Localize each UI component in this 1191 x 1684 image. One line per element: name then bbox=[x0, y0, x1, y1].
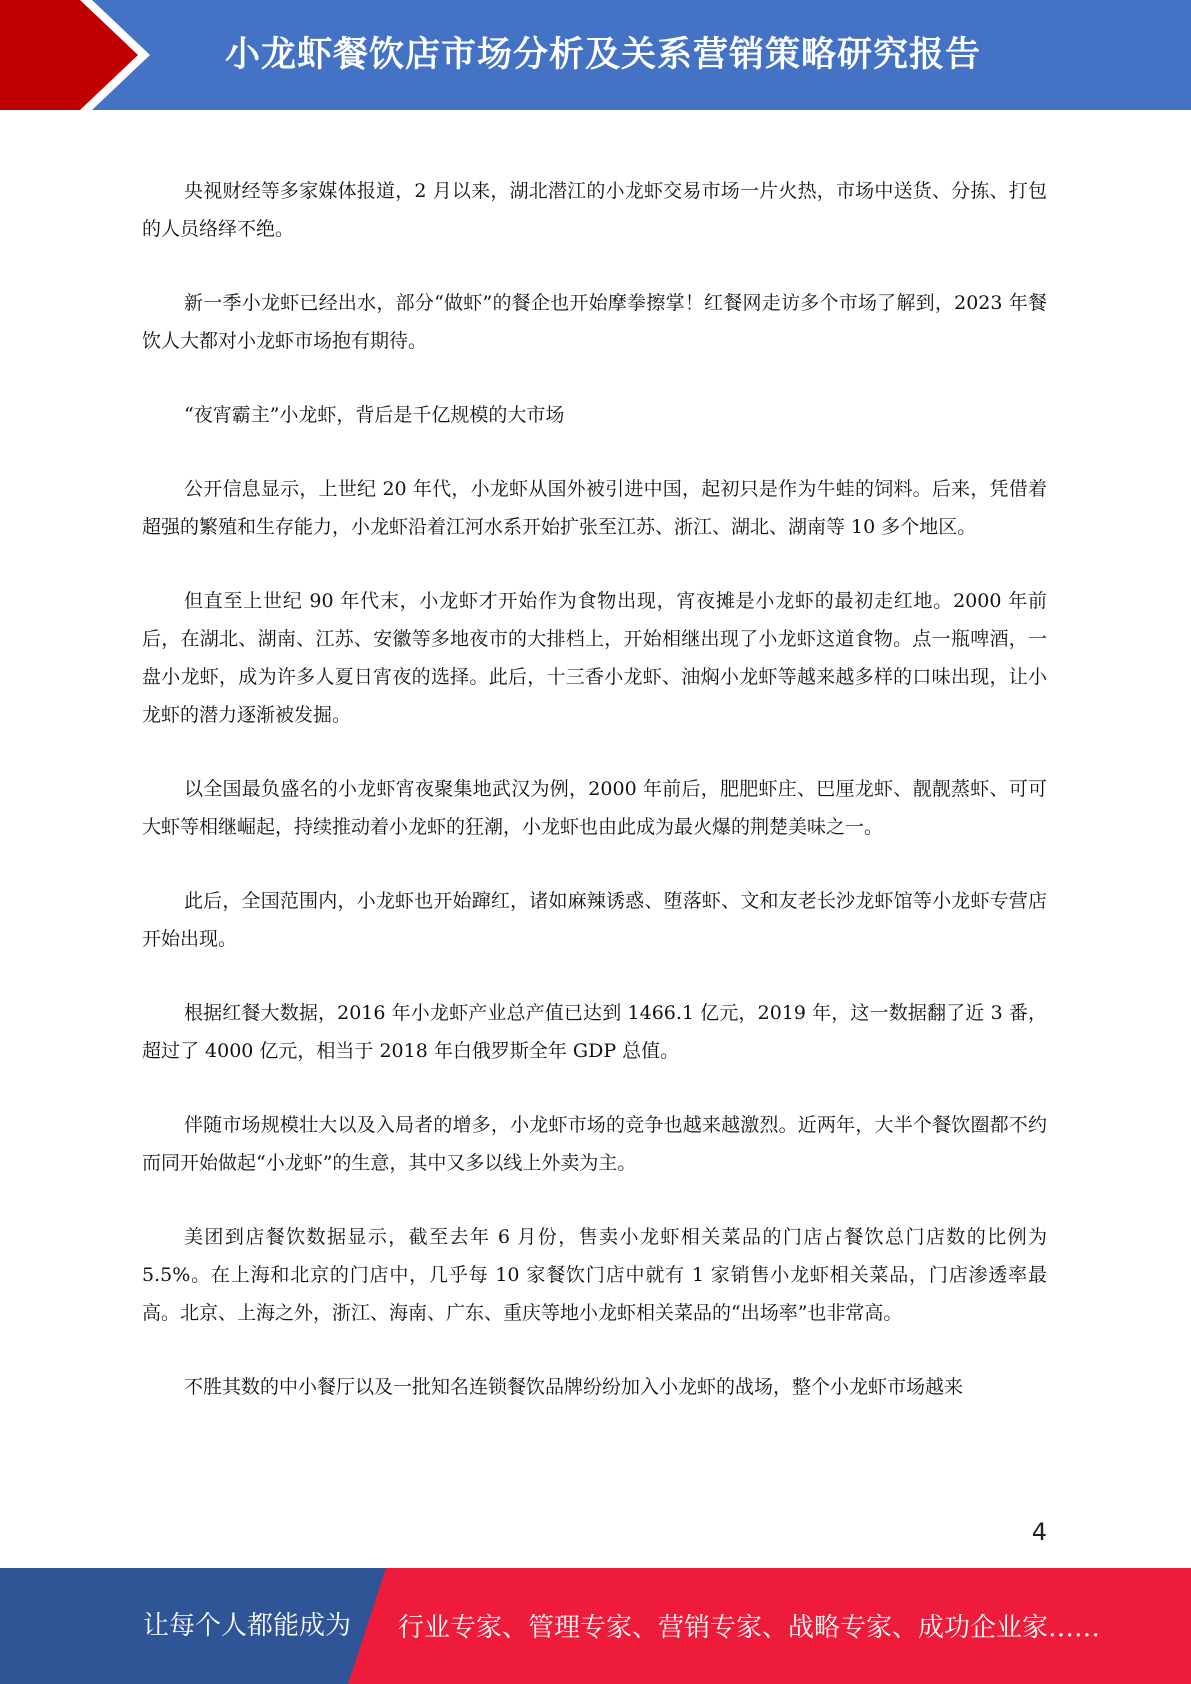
report-body bbox=[142, 172, 1047, 1442]
paragraph: 但直至上世纪 90 年代末，小龙虾才开始作为食物出现，宵夜摊是小龙虾的最初走红地。2000 年前后，在湖北、湖南、江苏、安徽等多地夜市的大排档上，开始相继出现了小龙虾这道食物。点一瓶啤酒，一盘小龙虾，成为许多人夏日宵夜的选择。此后，十三香小龙虾、油焖小龙虾等越来越多样的口味出现，让小龙虾的潜力逐渐被发掘。 bbox=[142, 590, 1047, 726]
paragraph: 央视财经等多家媒体报道，2 月以来，湖北潜江的小龙虾交易市场一片火热，市场中送货、分拣、打包的人员络绎不绝。 bbox=[142, 180, 1047, 240]
paragraph: 根据红餐大数据，2016 年小龙虾产业总产值已达到 1466.1 亿元，2019 年，这一数据翻了近 3 番，超过了 4000 亿元，相当于 2018 年白俄罗斯全年 GDP 总值。 bbox=[142, 1002, 1047, 1062]
paragraph: 以全国最负盛名的小龙虾宵夜聚集地武汉为例，2000 年前后，肥肥虾庄、巴厘龙虾、靓靓蒸虾、可可大虾等相继崛起，持续推动着小龙虾的狂潮，小龙虾也由此成为最火爆的荆楚美味之一。 bbox=[142, 778, 1047, 838]
header-banner bbox=[0, 0, 1191, 110]
footer-slogan-left: 让每个人都能成为 bbox=[143, 1611, 352, 1641]
report-title: 小龙虾餐饮店市场分析及关系营销策略研究报告 bbox=[225, 35, 982, 75]
chevron-decoration bbox=[0, 0, 138, 110]
paragraph: 美团到店餐饮数据显示，截至去年 6 月份，售卖小龙虾相关菜品的门店占餐饮总门店数的比例为 5.5%。在上海和北京的门店中，几乎每 10 家餐饮门店中就有 1 家销售小龙虾相关菜品，门店渗透率最高。北京、上海之外，浙江、海南、广东、重庆等地小龙虾相关菜品的“出场率”也非常高。 bbox=[142, 1226, 1047, 1324]
paragraph: 公开信息显示，上世纪 20 年代，小龙虾从国外被引进中国，起初只是作为牛蛙的饲料。后来，凭借着超强的繁殖和生存能力，小龙虾沿着江河水系开始扩张至江苏、浙江、湖北、湖南等 10 多个地区。 bbox=[142, 478, 1047, 538]
paragraph: 此后，全国范围内，小龙虾也开始蹿红，诸如麻辣诱惑、堕落虾、文和友老长沙龙虾馆等小龙虾专营店开始出现。 bbox=[142, 890, 1047, 950]
section-heading: “夜宵霸主”小龙虾，背后是千亿规模的大市场 bbox=[184, 404, 565, 426]
paragraph: 新一季小龙虾已经出水，部分“做虾”的餐企也开始摩拳擦掌！红餐网走访多个市场了解到，2023 年餐饮人大都对小龙虾市场抱有期待。 bbox=[142, 292, 1047, 352]
footer-banner bbox=[0, 1568, 1191, 1684]
paragraph: 伴随市场规模壮大以及入局者的增多，小龙虾市场的竞争也越来越激烈。近两年，大半个餐饮圈都不约而同开始做起“小龙虾”的生意，其中又多以线上外卖为主。 bbox=[142, 1114, 1047, 1174]
paragraph: 不胜其数的中小餐厅以及一批知名连锁餐饮品牌纷纷加入小龙虾的战场，整个小龙虾市场越来 bbox=[184, 1376, 964, 1398]
page-number: 4 bbox=[1031, 1518, 1047, 1546]
footer-slogan-right: 行业专家、管理专家、营销专家、战略专家、成功企业家…… bbox=[398, 1613, 1101, 1643]
